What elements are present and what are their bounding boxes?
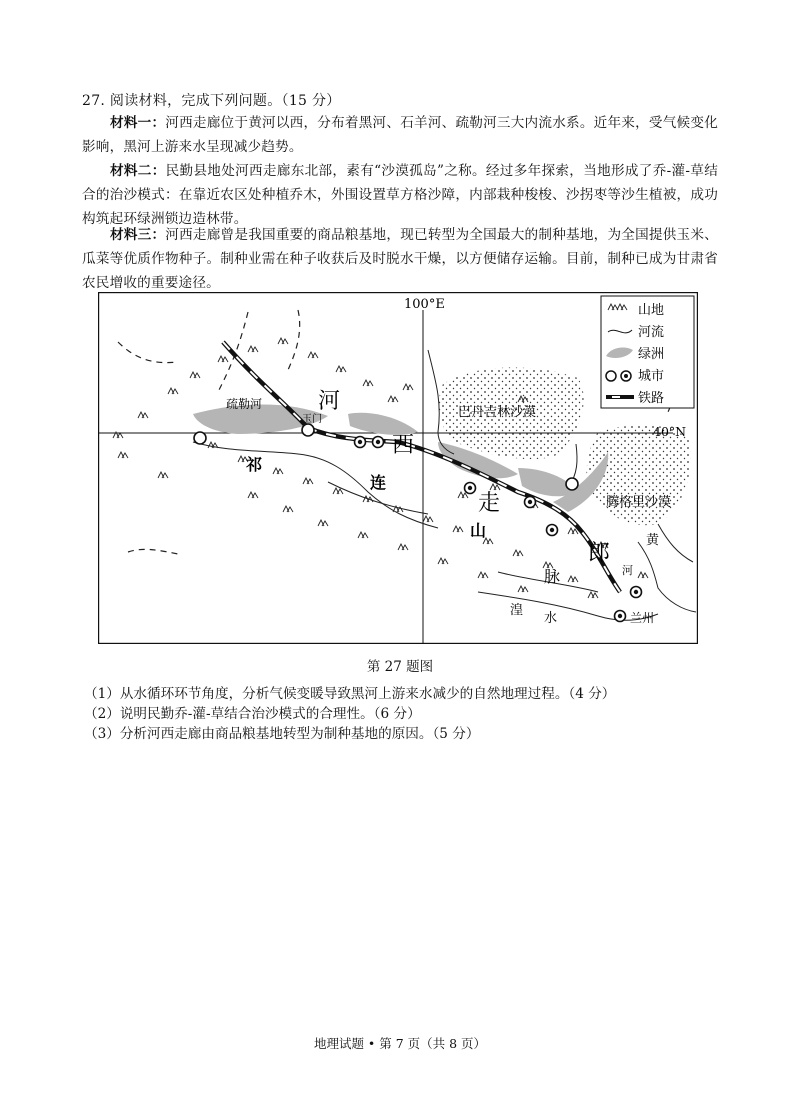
legend-label: 绿洲: [638, 347, 665, 362]
corridor-label-he: 河: [318, 389, 341, 414]
yumen-label: 玉门: [302, 414, 322, 425]
figure-caption: 第 27 题图: [366, 659, 434, 675]
yellow-river-label-huang: 黄: [646, 533, 660, 548]
legend-label: 河流: [638, 325, 665, 340]
huangshui-label-huang: 湟: [510, 603, 524, 618]
latitude-label: 40°N: [653, 424, 687, 439]
shule-river-label: 疏勒河: [226, 397, 263, 411]
corridor-label-zou: 走: [478, 491, 501, 516]
railway-icon: [606, 395, 634, 399]
badain-jaran-label: 巴丹吉林沙漠: [458, 405, 537, 420]
longitude-label: 100°E: [404, 297, 445, 312]
material-text: 民勤县地处河西走廊东北部，素有“沙漠孤岛”之称。经过多年探索，当地形成了乔-灌-草结合的治沙模式：在靠近农区处种植乔木，外围设置草方格沙障，内部栽种梭梭、沙拐枣等沙生植被，成功构筑起环绿洲锁边造林带。: [82, 163, 718, 227]
legend-label: 城市: [638, 369, 665, 384]
material-label: 材料三：: [110, 227, 166, 243]
material-label: 材料二：: [110, 163, 166, 179]
legend-label: 铁路: [638, 391, 665, 406]
qilian-label-mai: 脉: [544, 567, 561, 586]
map-figure: [98, 292, 698, 644]
corridor-label-xi: 西: [392, 433, 415, 458]
huangshui-label-shui: 水: [544, 611, 558, 626]
yellow-river-label-he: 河: [622, 564, 633, 577]
qilian-label-lian: 连: [370, 473, 387, 492]
sub-question-2: （2）说明民勤乔-灌-草结合治沙模式的合理性。（6 分）: [84, 706, 421, 722]
material-label: 材料一：: [110, 115, 166, 131]
material-2: [82, 159, 718, 231]
material-1: [82, 111, 718, 159]
corridor-label-lang: 郎: [588, 541, 611, 566]
map-legend: [601, 296, 694, 408]
sub-question-3: （3）分析河西走廊由商品粮基地转型为制种基地的原因。（5 分）: [84, 726, 480, 742]
material-text: 河西走廊位于黄河以西，分布着黑河、石羊河、疏勒河三大内流水系。近年来，受气候变化影响，黑河上游来水呈现减少趋势。: [82, 115, 718, 155]
material-3: [82, 223, 718, 295]
qilian-label-shan: 山: [470, 521, 487, 540]
qilian-label-qi: 祁: [246, 455, 263, 474]
page-footer: 地理试题 • 第 7 页（共 8 页）: [313, 1036, 487, 1051]
legend-label: 山地: [638, 303, 665, 318]
material-text: 河西走廊曾是我国重要的商品粮基地，现已转型为全国最大的制种基地，为全国提供玉米、瓜菜等优质作物种子。制种业需在种子收获后及时脱水干燥，以方便储存运输。目前，制种已成为甘肃省农民增收的重要途径。: [82, 227, 718, 291]
sub-question-1: （1）从水循环环节角度，分析气候变暖导致黑河上游来水减少的自然地理过程。（4 分）: [84, 686, 616, 702]
tengger-label: 腾格里沙漠: [606, 495, 672, 510]
question-heading: 27. 阅读材料，完成下列问题。（15 分）: [82, 93, 341, 109]
lanzhou-label: 兰州: [630, 611, 655, 625]
hexi-corridor-map: [98, 292, 698, 644]
